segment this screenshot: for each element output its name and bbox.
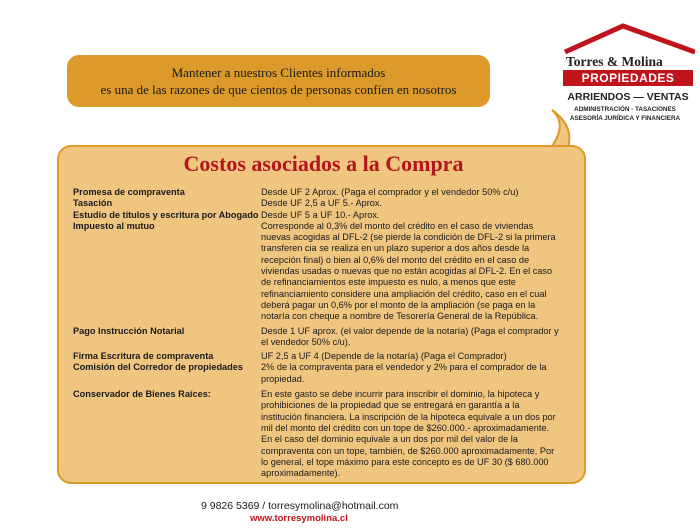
cost-label: Estudio de títulos y escritura por Abogado xyxy=(73,209,259,220)
cost-value: Corresponde al 0,3% del monto del crédito en el caso de viviendas nuevas acogidas al DFL-2 (se pierde la condición de DFL-2 si la primera transferen cia se realiza en un plazo superior a dos años desde la recepción final) o bien al 0,6% del monto del crédito en el caso de viviendas usadas o nuevas que no están acogidas al DFL-2. En el caso de refinanciamientos este impuesto es nulo, a menos que este refinanciamiento considere una ampliación del crédito, caso en el cual deberá pagar un 0,6% por el monto de la ampliación (se paga en la notaría con cheque a nombre de Tesorería General de la República. xyxy=(261,220,556,322)
cost-row xyxy=(73,221,573,323)
logo-tag: PROPIEDADES xyxy=(563,70,693,86)
cost-label: Pago Instrucción Notarial xyxy=(73,325,185,336)
cost-value: Desde 1 UF aprox. (el valor depende de la notaría) (Paga el comprador y el vendedor 50% c/u). xyxy=(261,325,559,347)
cost-row xyxy=(73,326,573,349)
cost-value: Desde UF 5 a UF 10.- Aprox. xyxy=(261,209,380,220)
cost-label: Tasación xyxy=(73,198,113,209)
cost-row xyxy=(73,389,573,479)
logo-services: ARRIENDOS — VENTAS xyxy=(567,91,689,103)
cost-row xyxy=(73,351,573,362)
panel-title: Costos asociados a la Compra xyxy=(183,151,464,176)
cost-row xyxy=(73,362,573,385)
costs-list xyxy=(73,187,573,479)
banner-line-2: es una de las razones de que cientos de personas confíen en nosotros xyxy=(100,82,457,97)
top-banner xyxy=(67,55,490,107)
cost-label: Conservador de Bienes Raíces: xyxy=(73,389,211,400)
footer-website-link[interactable]: www.torresymolina.cl xyxy=(250,513,348,524)
cost-row xyxy=(73,198,573,209)
cost-label: Promesa de compraventa xyxy=(73,187,185,197)
company-logo xyxy=(545,20,695,130)
cost-value: En este gasto se debe incurrir para inscribir el dominio, la hipoteca y prohibiciones de la propiedad que se entregará en garantía a la institución financiera. La inscripción de la hipoteca equivale a un dos por mil del monto del crédito con un tope de $260.000.- aproximadamente. En el caso del dominio equivale a un dos por mil del valor de la compraventa con un tope, también, de $260.000 aproximadamente. Por lo general, el tope máximo para este concepto es de UF 30 ($ 680.000 aproximadamente). xyxy=(261,389,556,479)
cost-row xyxy=(73,187,573,198)
cost-value: Desde UF 2 Aprox. (Paga el comprador y el vendedor 50% c/u) xyxy=(261,187,519,197)
logo-name: Torres & Molina xyxy=(566,54,663,69)
logo-subline-1: ADMINISTRACIÓN - TASACIONES xyxy=(574,106,676,113)
cost-label: Impuesto al mutuo xyxy=(73,220,155,231)
costs-panel xyxy=(57,145,586,484)
logo-subline-2: ASESORÍA JURÍDICA Y FINANCIERA xyxy=(569,115,681,122)
cost-value: UF 2,5 a UF 4 (Depende de la notaría) (Paga el Comprador) xyxy=(261,351,507,362)
footer-contact: 9 9826 5369 / torresymolina@hotmail.com xyxy=(201,500,399,512)
cost-row xyxy=(73,210,573,221)
cost-value: Desde UF 2,5 a UF 5.- Aprox. xyxy=(261,198,383,209)
banner-line-1: Mantener a nuestros Clientes informados xyxy=(171,65,386,80)
cost-label: Firma Escritura de compraventa xyxy=(73,351,214,362)
cost-label: Comisión del Corredor de propiedades xyxy=(73,362,243,373)
cost-value: 2% de la compraventa para el vendedor y 2% para el comprador de la propiedad. xyxy=(261,362,547,384)
